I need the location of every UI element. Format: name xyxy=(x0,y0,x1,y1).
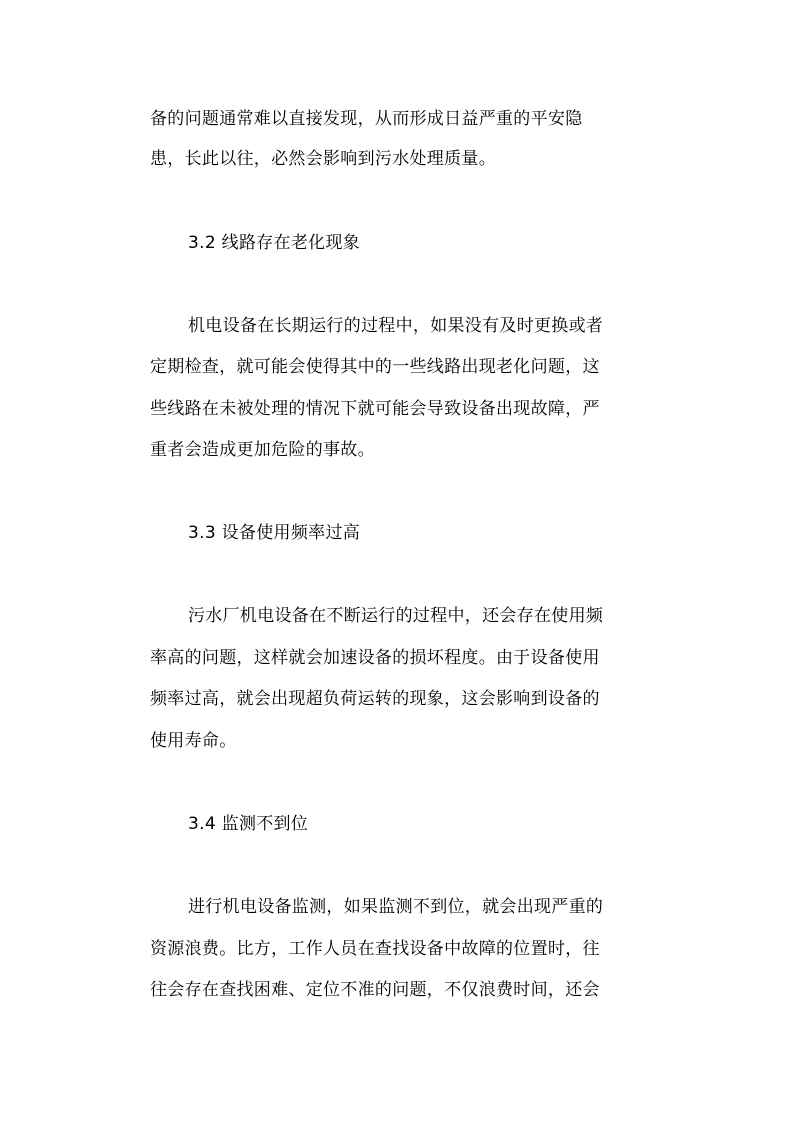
paragraph-line: 资源浪费。比方，工作人员在查找设备中故障的位置时，往 xyxy=(150,939,600,959)
paragraph-line: 使用寿命。 xyxy=(150,731,237,751)
paragraph-line: 污水厂机电设备在不断运行的过程中，还会存在使用频 xyxy=(188,606,604,626)
paragraph-line: 定期检查，就可能会使得其中的一些线路出现老化问题，这 xyxy=(150,357,600,377)
paragraph-line: 往会存在查找困难、定位不准的问题，不仅浪费时间，还会 xyxy=(150,980,600,1000)
paragraph-line: 患，长此以往，必然会影响到污水处理质量。 xyxy=(150,149,496,169)
paragraph-line: 频率过高，就会出现超负荷运转的现象，这会影响到设备的 xyxy=(150,689,600,709)
paragraph-line: 机电设备在长期运行的过程中，如果没有及时更换或者 xyxy=(188,316,604,336)
section-heading-3-3: 3.3 设备使用频率过高 xyxy=(188,523,361,543)
paragraph-line: 进行机电设备监测，如果监测不到位，就会出现严重的 xyxy=(188,897,604,917)
section-heading-3-4: 3.4 监测不到位 xyxy=(188,814,309,834)
paragraph-line: 重者会造成更加危险的事故。 xyxy=(150,440,375,460)
section-heading-3-2: 3.2 线路存在老化现象 xyxy=(188,233,361,253)
paragraph-line: 率高的问题，这样就会加速设备的损坏程度。由于设备使用 xyxy=(150,648,600,668)
paragraph-line: 些线路在未被处理的情况下就可能会导致设备出现故障，严 xyxy=(150,399,600,419)
paragraph-line: 备的问题通常难以直接发现，从而形成日益严重的平安隐 xyxy=(150,109,583,129)
